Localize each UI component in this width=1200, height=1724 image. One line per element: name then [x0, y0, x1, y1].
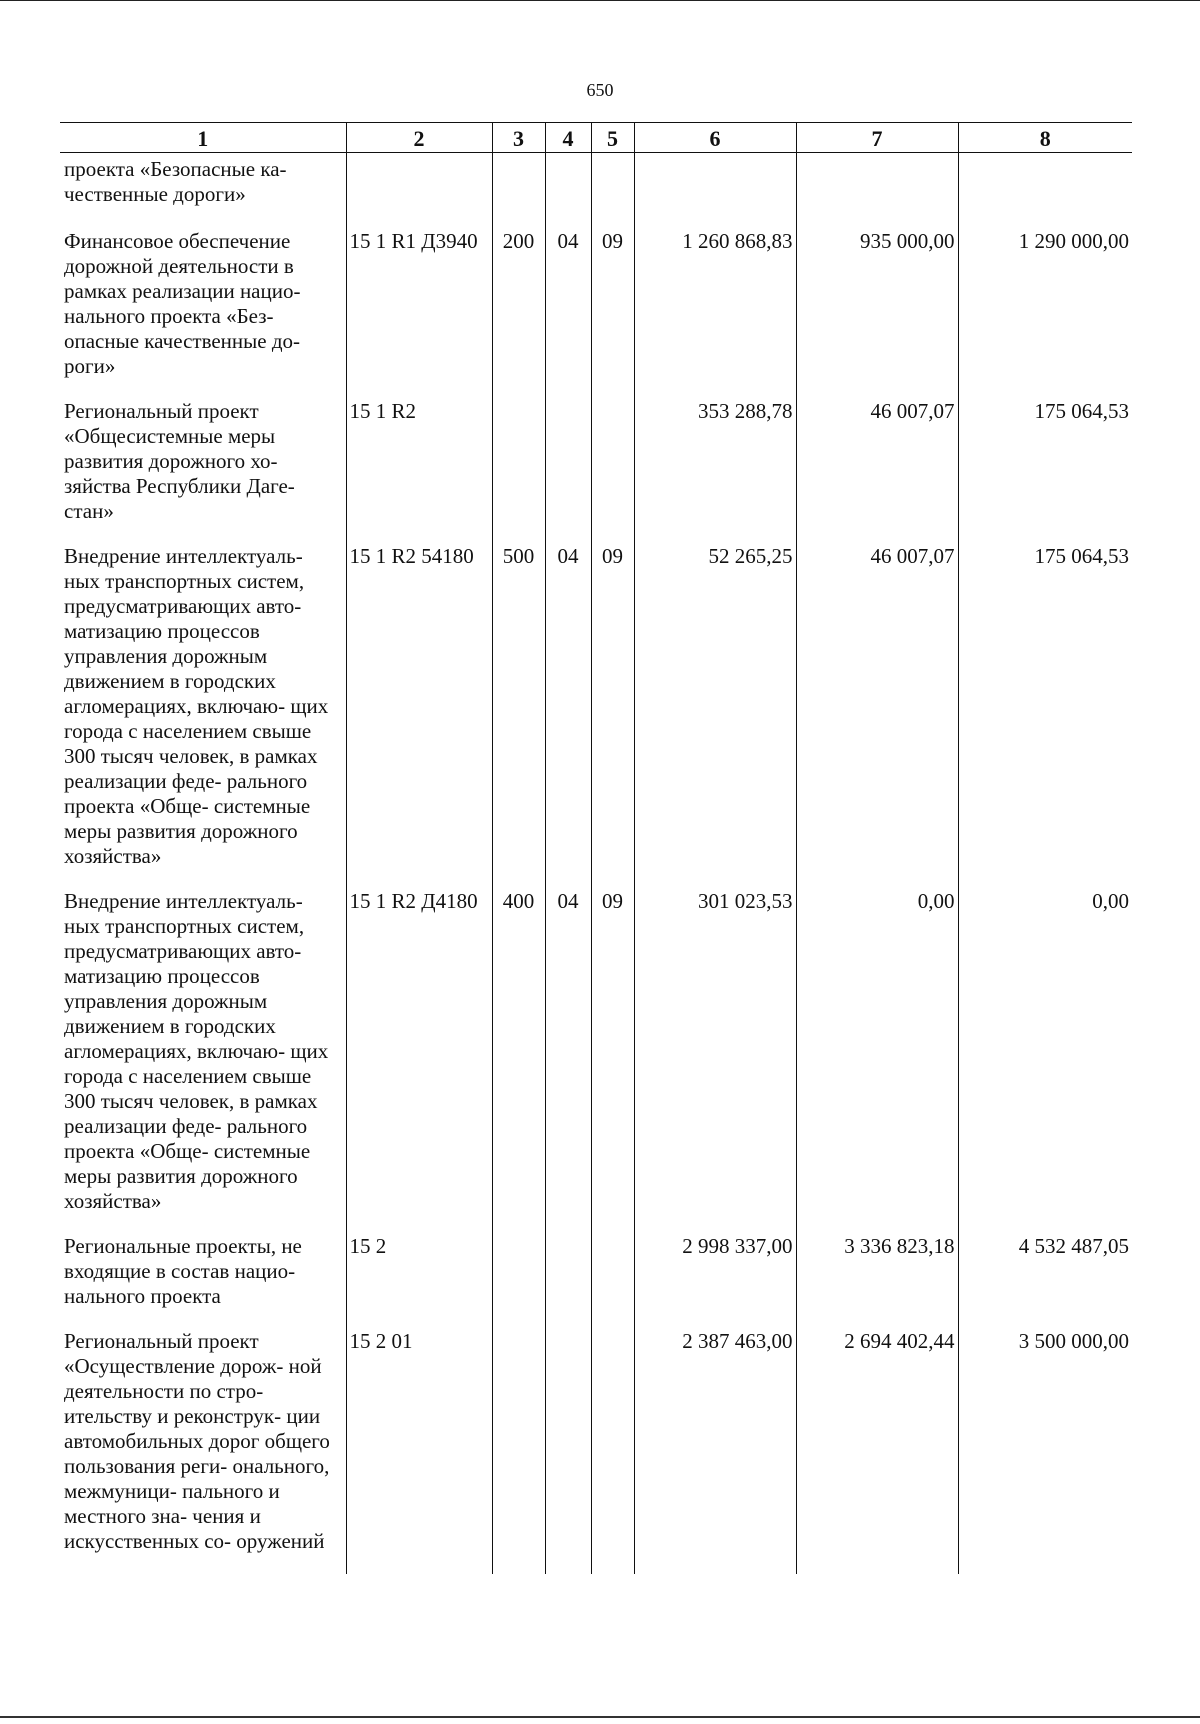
row-col-5: [591, 399, 634, 544]
row-col-3: [492, 153, 545, 230]
row-value-8: 3 500 000,00: [958, 1329, 1132, 1574]
row-value-7: 935 000,00: [796, 229, 958, 399]
header-col-6: 6: [634, 123, 796, 153]
table-row: [60, 889, 1132, 1234]
row-code: 15 1 R1 Д3940: [346, 229, 492, 399]
row-value-6: 301 023,53: [634, 889, 796, 1234]
row-name: Внедрение интеллектуаль- ных транспортных систем, предусматривающих авто- матизацию процессов управления дорожным движением в городских агломерациях, включаю- щих города с населением свыше 300 тысяч человек, в рамках реализации феде- рального проекта «Обще- системные меры развития дорожного хозяйства»: [64, 889, 329, 1213]
row-value-7: 46 007,07: [796, 544, 958, 889]
row-col-5: [591, 1234, 634, 1329]
row-col-4: 04: [545, 229, 591, 399]
header-col-7: 7: [796, 123, 958, 153]
row-value-6: [634, 153, 796, 230]
row-code: [346, 153, 492, 230]
header-col-1: 1: [60, 123, 346, 153]
row-col-4: [545, 1329, 591, 1574]
table-row: [60, 399, 1132, 544]
row-col-5: 09: [591, 229, 634, 399]
row-code: 15 1 R2 Д4180: [346, 889, 492, 1234]
row-name: Внедрение интеллектуаль- ных транспортных систем, предусматривающих авто- матизацию процессов управления дорожным движением в городских агломерациях, включаю- щих города с населением свыше 300 тысяч человек, в рамках реализации феде- рального проекта «Обще- системные меры развития дорожного хозяйства»: [64, 544, 329, 868]
row-value-7: 3 336 823,18: [796, 1234, 958, 1329]
table-row: [60, 1329, 1132, 1574]
row-col-5: [591, 1329, 634, 1574]
row-value-6: 52 265,25: [634, 544, 796, 889]
scan-edge-top: [0, 0, 1200, 1]
row-col-4: [545, 153, 591, 230]
row-col-3: [492, 1329, 545, 1574]
row-name: Региональные проекты, не входящие в состав нацио- нального проекта: [64, 1234, 302, 1308]
table-row: [60, 153, 1132, 230]
row-col-4: [545, 1234, 591, 1329]
row-name: Финансовое обеспечение дорожной деятельности в рамках реализации нацио- нального проекта «Без- опасные качественные до- роги»: [64, 229, 301, 378]
header-col-5: 5: [591, 123, 634, 153]
header-col-4: 4: [545, 123, 591, 153]
table-row: [60, 229, 1132, 399]
row-col-4: 04: [545, 544, 591, 889]
row-name: проекта «Безопасные ка- чественные дороги»: [64, 157, 287, 206]
header-col-2: 2: [346, 123, 492, 153]
header-col-3: 3: [492, 123, 545, 153]
row-col-4: 04: [545, 889, 591, 1234]
row-code: 15 2: [346, 1234, 492, 1329]
row-value-7: 0,00: [796, 889, 958, 1234]
row-value-8: 0,00: [958, 889, 1132, 1234]
row-col-3: [492, 1234, 545, 1329]
row-code: 15 2 01: [346, 1329, 492, 1574]
row-name: Региональный проект «Осуществление дорож- ной деятельности по стро- ительству и реконструк- ции автомобильных дорог общего пользования реги- онального, межмуници- пального и местного зна- чения и искусственных со- оружений: [64, 1329, 330, 1553]
row-col-5: [591, 153, 634, 230]
row-value-6: 2 387 463,00: [634, 1329, 796, 1574]
row-value-8: 175 064,53: [958, 544, 1132, 889]
row-value-7: [796, 153, 958, 230]
row-value-7: 2 694 402,44: [796, 1329, 958, 1574]
row-name: Региональный проект «Общесистемные меры развития дорожного хо- зяйства Республики Даге- стан»: [64, 399, 295, 523]
header-row: [60, 123, 1132, 153]
row-col-3: 500: [492, 544, 545, 889]
budget-table: [60, 122, 1132, 1574]
page-number: 650: [586, 80, 614, 100]
row-col-5: 09: [591, 544, 634, 889]
header-col-8: 8: [958, 123, 1132, 153]
row-col-3: 200: [492, 229, 545, 399]
row-code: 15 1 R2 54180: [346, 544, 492, 889]
row-value-8: [958, 153, 1132, 230]
row-value-8: 175 064,53: [958, 399, 1132, 544]
row-col-5: 09: [591, 889, 634, 1234]
table-row: [60, 544, 1132, 889]
row-code: 15 1 R2: [346, 399, 492, 544]
row-value-6: 353 288,78: [634, 399, 796, 544]
row-value-6: 1 260 868,83: [634, 229, 796, 399]
table-row: [60, 1234, 1132, 1329]
row-col-3: [492, 399, 545, 544]
row-value-6: 2 998 337,00: [634, 1234, 796, 1329]
row-col-3: 400: [492, 889, 545, 1234]
row-value-8: 1 290 000,00: [958, 229, 1132, 399]
row-value-8: 4 532 487,05: [958, 1234, 1132, 1329]
row-col-4: [545, 399, 591, 544]
row-value-7: 46 007,07: [796, 399, 958, 544]
scan-edge-bottom: [0, 1716, 1200, 1718]
